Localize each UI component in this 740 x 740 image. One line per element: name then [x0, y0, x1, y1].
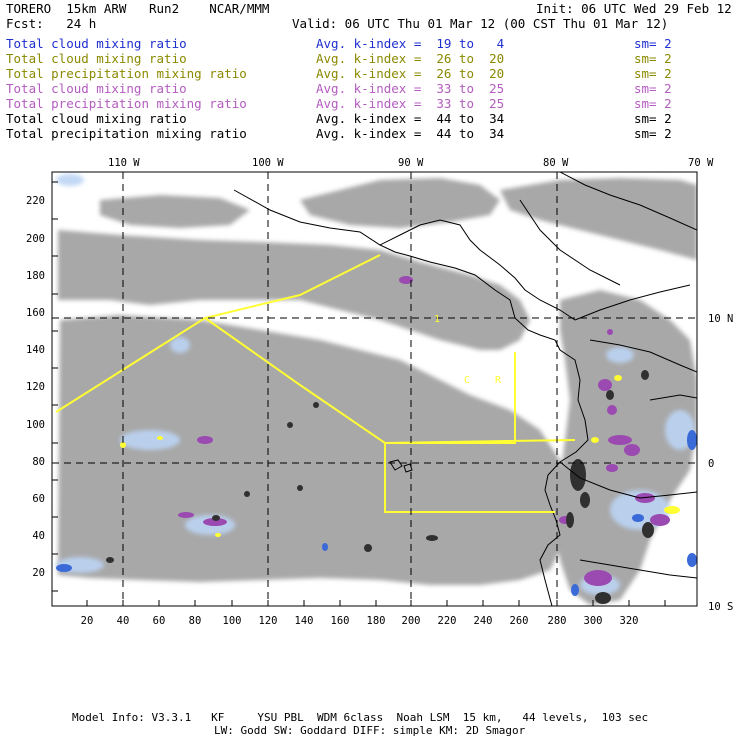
lat-label-10n: 10 N: [708, 313, 734, 325]
x-tick: 320: [619, 615, 639, 627]
footer-model-info: Model Info: V3.3.1 KF YSU PBL WDM 6class Noah LSM 15 km, 44 levels, 103 sec: [72, 711, 649, 724]
legend-row-1-field: Total cloud mixing ratio: [6, 36, 187, 51]
x-tick: 60: [152, 615, 166, 627]
lon-label-110w: 110 W: [108, 157, 140, 169]
legend-row-7-sm: sm= 2: [634, 126, 672, 141]
y-tick: 120: [26, 381, 45, 393]
x-tick-labels: [81, 615, 639, 627]
valid-time: Valid: 06 UTC Thu 01 Mar 12 (00 CST Thu 01 Mar 12): [292, 16, 669, 31]
y-tick-labels: [26, 195, 45, 579]
x-tick: 100: [222, 615, 242, 627]
y-tick: 160: [26, 307, 45, 319]
y-tick: 60: [32, 493, 45, 505]
model-title: TORERO 15km ARW Run2 NCAR/MMM: [6, 1, 270, 16]
x-tick: 260: [509, 615, 529, 627]
forecast-hour: Fcst: 24 h: [6, 16, 97, 31]
cloud-field: [58, 178, 697, 605]
lon-label-80w: 80 W: [543, 157, 569, 169]
legend-row-2-sm: sm= 2: [634, 51, 672, 66]
x-tick: 220: [437, 615, 457, 627]
legend-row-3-index: Avg. k-index = 26 to 20: [316, 66, 505, 81]
legend-row-7-field: Total precipitation mixing ratio: [6, 126, 247, 141]
x-tick: 160: [330, 615, 350, 627]
region-label-c: C: [464, 375, 471, 386]
legend-row-5-sm: sm= 2: [634, 96, 672, 111]
legend-row-6-sm: sm= 2: [634, 111, 672, 126]
legend-row-2-index: Avg. k-index = 26 to 20: [316, 51, 505, 66]
lon-label-70w: 70 W: [688, 157, 714, 169]
lon-label-100w: 100 W: [252, 157, 284, 169]
x-tick: 200: [401, 615, 421, 627]
x-tick: 40: [116, 615, 130, 627]
x-tick: 140: [294, 615, 314, 627]
y-tick: 140: [26, 344, 45, 356]
y-tick: 200: [26, 233, 45, 245]
legend-row-6-index: Avg. k-index = 44 to 34: [316, 111, 505, 126]
legend-row-2-field: Total cloud mixing ratio: [6, 51, 187, 66]
region-label-1: 1: [434, 314, 441, 325]
x-tick: 240: [473, 615, 493, 627]
init-time: Init: 06 UTC Wed 29 Feb 12: [536, 1, 732, 16]
lat-label-0: 0: [708, 458, 715, 470]
x-tick: 300: [583, 615, 603, 627]
x-tick: 20: [80, 615, 94, 627]
legend-row-7-index: Avg. k-index = 44 to 34: [316, 126, 505, 141]
lon-label-90w: 90 W: [398, 157, 424, 169]
legend-row-4-field: Total cloud mixing ratio: [6, 81, 187, 96]
x-tick: 180: [366, 615, 386, 627]
legend-row-3-field: Total precipitation mixing ratio: [6, 66, 247, 81]
legend-row-6-field: Total cloud mixing ratio: [6, 111, 187, 126]
y-tick: 100: [26, 419, 45, 431]
lat-label-10s: 10 S: [708, 601, 734, 613]
legend-row-3-sm: sm= 2: [634, 66, 672, 81]
legend-row-4-index: Avg. k-index = 33 to 25: [316, 81, 505, 96]
legend-row-5-field: Total precipitation mixing ratio: [6, 96, 247, 111]
x-tick: 80: [188, 615, 202, 627]
y-tick: 80: [32, 456, 45, 468]
x-tick: 280: [547, 615, 567, 627]
longitude-labels: [108, 157, 714, 169]
footer-physics-info: LW: Godd SW: Goddard DIFF: simple KM: 2D Smagor: [214, 724, 526, 737]
x-tick: 120: [258, 615, 278, 627]
y-tick: 180: [26, 270, 45, 282]
legend-row-1-sm: sm= 2: [634, 36, 672, 51]
y-tick: 220: [26, 195, 45, 207]
y-tick: 20: [32, 567, 45, 579]
region-label-r: R: [495, 375, 502, 386]
latitude-labels: [708, 313, 733, 613]
legend-row-5-index: Avg. k-index = 33 to 25: [316, 96, 505, 111]
legend-row-4-sm: sm= 2: [634, 81, 672, 96]
legend-row-1-index: Avg. k-index = 19 to 4: [316, 36, 505, 51]
y-tick: 40: [32, 530, 45, 542]
